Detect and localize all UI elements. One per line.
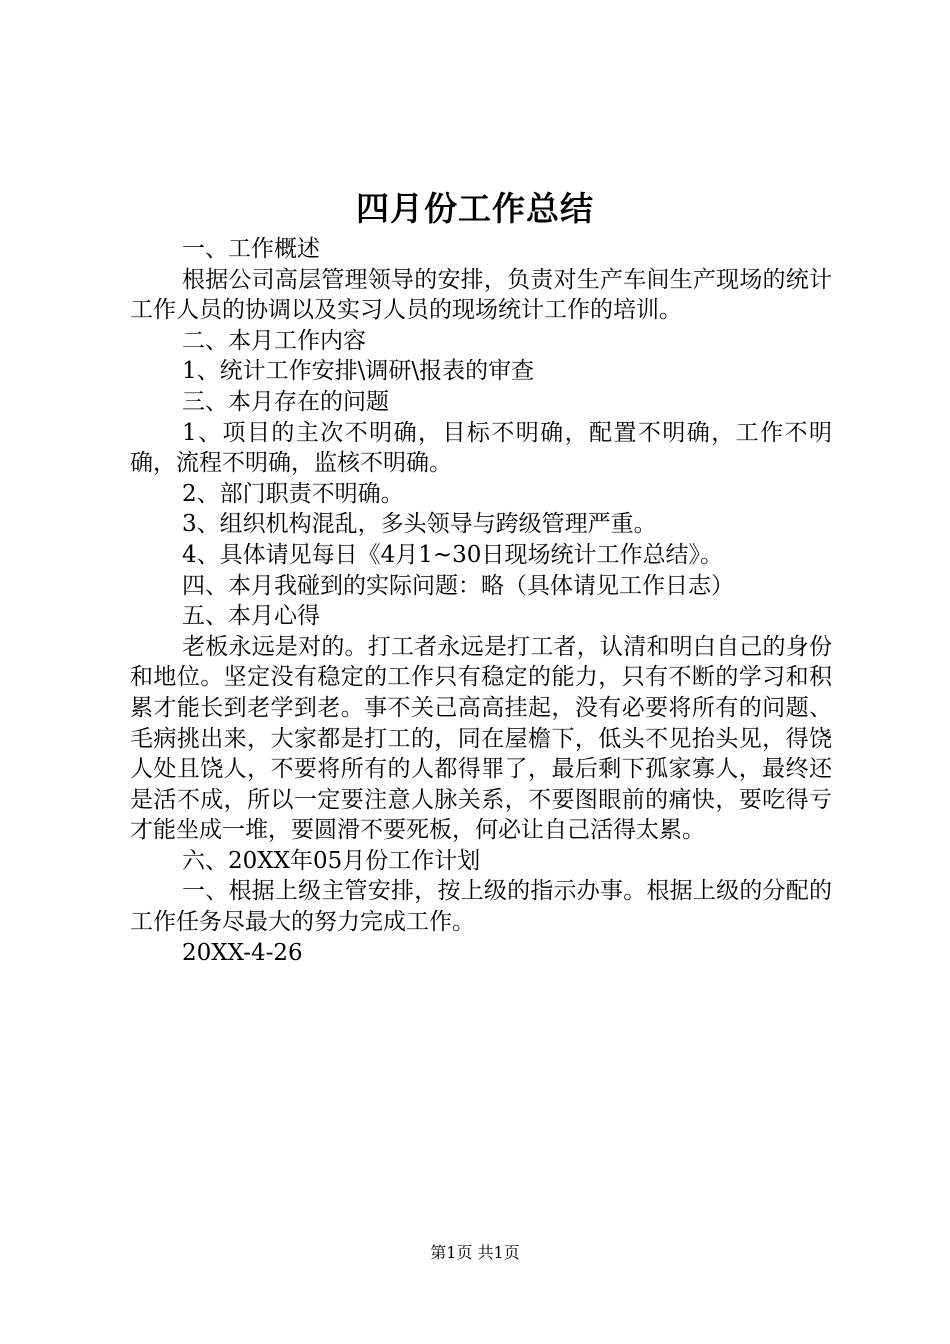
paragraph-overview: 根据公司高层管理领导的安排，负责对生产车间生产现场的统计工作人员的协调以及实习人员的现场统计工作的培训。 — [130, 266, 832, 324]
paragraph-problem-3: 3、组织机构混乱，多头领导与跨级管理严重。 — [182, 511, 657, 538]
section-heading-insights: 五、本月心得 — [182, 603, 320, 630]
paragraph-plan: 一、根据上级主管安排，按上级的指示办事。根据上级的分配的工作任务尽最大的努力完成工作。 — [130, 878, 832, 936]
section-heading-issues: 四、本月我碰到的实际问题：略（具体请见工作日志） — [182, 572, 734, 599]
section-heading-plan: 六、20XX年05月份工作计划 — [182, 847, 481, 874]
document-title: 四月份工作总结 — [356, 189, 594, 228]
paragraph-content-item-1: 1、统计工作安排\调研\报表的审查 — [182, 358, 535, 385]
paragraph-problem-1: 1、项目的主次不明确，目标不明确，配置不明确，工作不明确，流程不明确，监核不明确。 — [130, 419, 832, 477]
section-heading-problems: 三、本月存在的问题 — [182, 388, 389, 415]
paragraph-insights: 老板永远是对的。打工者永远是打工者，认清和明白自己的身份和地位。坚定没有稳定的工作只有稳定的能力，只有不断的学习和积累才能长到老学到老。事不关己高高挂起，没有必要将所有的问题、毛病挑出来，大家都是打工的，同在屋檐下，低头不见抬头见，得饶人处且饶人，不要将所有的人都得罪了，最后剩下孤家寡人，最终还是活不成，所以一定要注意人脉关系，不要图眼前的痛快，要吃得亏才能坐成一堆，要圆滑不要死板，何必让自己活得太累。 — [130, 633, 832, 844]
document-body — [130, 234, 832, 968]
document-date: 20XX-4-26 — [182, 939, 303, 966]
paragraph-problem-2: 2、部门职责不明确。 — [182, 480, 404, 507]
section-heading-content: 二、本月工作内容 — [182, 327, 366, 354]
page-footer: 第1页 共1页 — [430, 1243, 520, 1262]
section-heading-overview: 一、工作概述 — [182, 236, 320, 262]
paragraph-problem-4: 4、具体请见每日《4月1~30日现场统计工作总结》。 — [182, 541, 723, 568]
